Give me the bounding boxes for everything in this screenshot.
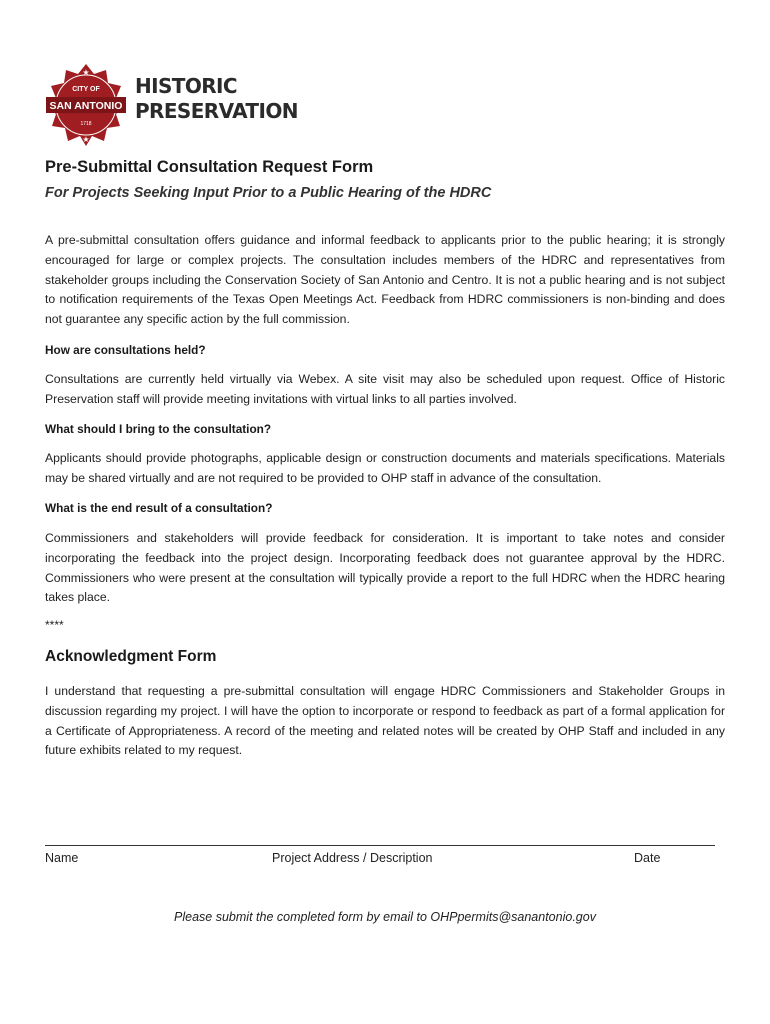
svg-text:★: ★	[82, 135, 90, 144]
answer-how-held: Consultations are currently held virtually via Webex. A site visit may also be scheduled upon request. Office of Historic Preservation staff will provide meeting invitations with virtual links to all parties involved.	[45, 372, 725, 406]
answer-end-result: Commissioners and stakeholders will provide feedback for consideration. It is important to take notes and consider incorporating the feedback into the project design. Incorporating feedback does not guarantee approval by the HDRC. Commissioners who were present at the consultation will typically provide a report to the full HDRC when the HDRC hearing takes place.	[45, 531, 725, 605]
signature-line[interactable]	[45, 845, 715, 846]
signature-label-date: Date	[634, 851, 661, 865]
logo-line-2: PRESERVATION	[135, 99, 298, 123]
form-title: Pre-Submittal Consultation Request Form	[45, 158, 374, 176]
question-what-to-bring: What should I bring to the consultation?	[45, 422, 272, 436]
logo-line-1: HISTORIC	[135, 74, 237, 98]
form-subtitle: For Projects Seeking Input Prior to a Public Hearing of the HDRC	[45, 185, 492, 201]
intro-paragraph: A pre-submittal consultation offers guidance and informal feedback to applicants prior to the public hearing; it is strongly encouraged for large or complex projects. The consultation includes members of the HDRC and representatives from stakeholder groups including the Conservation Society of San Antonio and Centro. It is not a public hearing and is not subject to notification requirements of the Texas Open Meetings Act. Feedback from HDRC commissioners is non-binding and does not guarantee any specific action by the full commission.	[45, 233, 725, 327]
svg-text:★: ★	[82, 68, 90, 77]
signature-label-project: Project Address / Description	[272, 851, 433, 865]
seal-city-text: CITY OF	[72, 86, 100, 93]
signature-label-name: Name	[45, 851, 79, 865]
question-how-held: How are consultations held?	[45, 343, 206, 357]
seal-name-text: SAN ANTONIO	[49, 100, 123, 112]
submission-instructions: Please submit the completed form by email to OHPpermits@sanantonio.gov	[174, 910, 596, 924]
question-end-result: What is the end result of a consultation?	[45, 501, 273, 515]
acknowledgment-heading: Acknowledgment Form	[45, 648, 217, 665]
answer-what-to-bring: Applicants should provide photographs, applicable design or construction documents and materials specifications. Materials may be shared virtually and are not required to be provided to OHP staff in advance of the consultation.	[45, 451, 725, 485]
city-seal-icon	[44, 62, 128, 146]
acknowledgment-paragraph: I understand that requesting a pre-submittal consultation will engage HDRC Commissioners and Stakeholder Groups in discussion regarding my project. I will have the option to incorporate or respond to feedback as part of a formal application for a Certificate of Appropriateness. A record of the meeting and related notes will be created by OHP Staff and included in any future exhibits related to my request.	[45, 684, 725, 758]
logo-wordmark	[135, 74, 298, 124]
historic-preservation-logo	[44, 62, 298, 150]
section-separator: ****	[45, 618, 64, 632]
seal-year-text: 1718	[80, 121, 92, 127]
